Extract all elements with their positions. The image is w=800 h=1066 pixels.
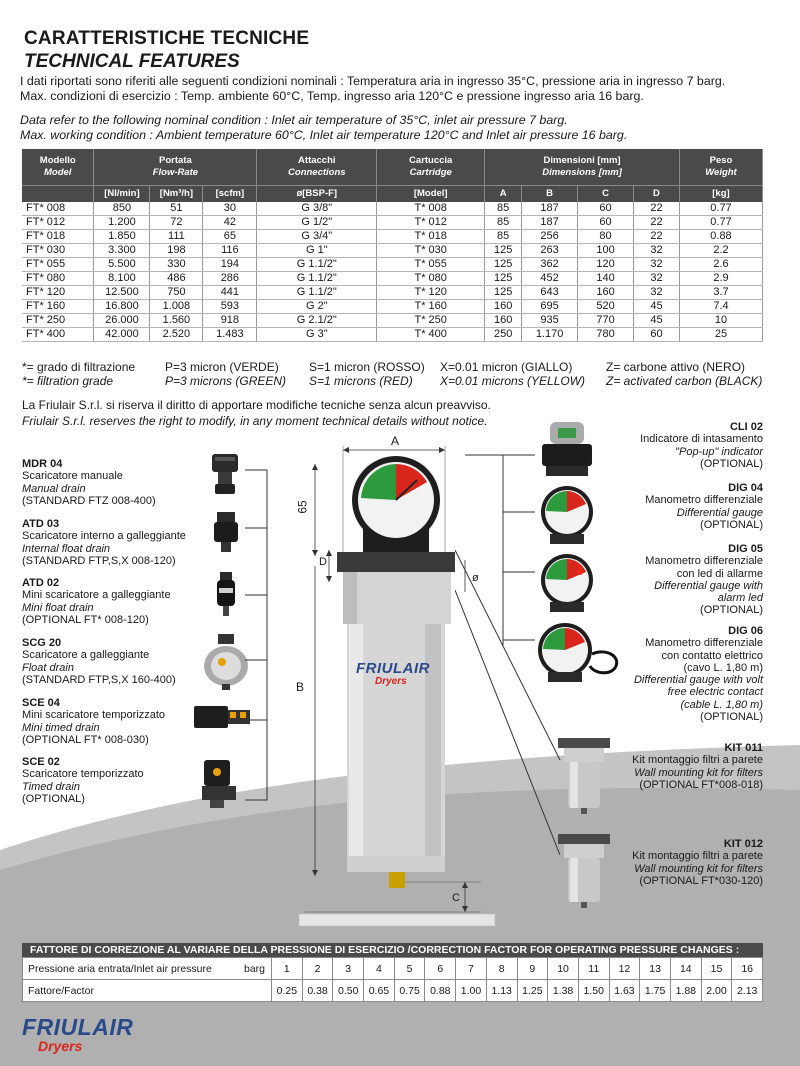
table-cell: 198 xyxy=(150,244,203,258)
timed-drain-icon xyxy=(196,758,244,810)
subheader-kg: [kg] xyxy=(679,185,762,202)
legend-grade-it: *= grado di filtrazione xyxy=(22,360,136,374)
legend-p-en: P=3 microns (GREEN) xyxy=(165,374,287,388)
accessory-dig04: DIG 04 Manometro differenziale Differential gauge (OPTIONAL) xyxy=(645,482,763,531)
legend-p-it: P=3 micron (VERDE) xyxy=(165,360,279,374)
table-cell: T* 080 xyxy=(377,272,485,286)
table-row xyxy=(22,230,763,244)
table-cell: 42 xyxy=(203,216,257,230)
accessory-cli02: CLI 02 Indicatore di intasamento "Pop-up" indicator (OPTIONAL) xyxy=(640,421,763,470)
pressure-cell: 7 xyxy=(456,958,487,980)
internal-float-drain-icon xyxy=(209,510,243,554)
pressure-label-cell xyxy=(23,958,272,980)
table-cell: 1.200 xyxy=(94,216,150,230)
table-cell: 26.000 xyxy=(94,314,150,328)
table-cell: 22 xyxy=(634,202,680,216)
factor-cell: 2.13 xyxy=(732,980,763,1002)
table-cell: 3.7 xyxy=(679,286,762,300)
table-cell: 160 xyxy=(485,314,522,328)
intro-it-line1: I dati riportati sono riferiti alle seguenti condizioni nominali : Temperatura aria in ingresso 35°C, pressione aria in ingresso 7 barg. xyxy=(20,74,726,88)
table-cell: G 1/2" xyxy=(257,216,377,230)
table-cell: 45 xyxy=(634,300,680,314)
pressure-unit: barg xyxy=(243,962,265,975)
table-cell: 120 xyxy=(578,258,634,272)
table-cell: FT* 018 xyxy=(22,230,94,244)
factor-cell: 0.38 xyxy=(302,980,333,1002)
subheader-a: A xyxy=(485,185,522,202)
table-cell: 330 xyxy=(150,258,203,272)
table-cell: FT* 055 xyxy=(22,258,94,272)
heading-it: CARATTERISTICHE TECNICHE xyxy=(24,28,310,49)
accessory-mdr04: MDR 04 Scaricatore manuale Manual drain (STANDARD FTZ 008-400) xyxy=(22,458,156,507)
factor-cell: 0.25 xyxy=(272,980,303,1002)
accessory-atd02: ATD 02 Mini scaricatore a galleggiante Mini float drain (OPTIONAL FT* 008-120) xyxy=(22,577,171,626)
subheader-bsp: ø[BSP-F] xyxy=(257,185,377,202)
footer-logo-name: FRIULAIR xyxy=(22,1014,134,1040)
factor-cell: 1.50 xyxy=(578,980,609,1002)
table-cell: 160 xyxy=(578,286,634,300)
factor-label: Fattore/Factor xyxy=(23,980,272,1002)
factor-cell: 1.00 xyxy=(456,980,487,1002)
table-cell: T* 055 xyxy=(377,258,485,272)
table-cell: G 1.1/2" xyxy=(257,258,377,272)
header-weight: Peso Weight xyxy=(679,149,762,185)
table-row xyxy=(22,314,763,328)
intro-en-line1: Data refer to the following nominal condition : Inlet air temperature of 35°C, inlet air pressure 7 barg. xyxy=(20,113,568,127)
table-row xyxy=(22,258,763,272)
table-cell: 116 xyxy=(203,244,257,258)
table-cell: T* 018 xyxy=(377,230,485,244)
dim-65-label: 65 xyxy=(295,500,310,514)
popup-indicator-icon xyxy=(536,418,598,480)
table-cell: 256 xyxy=(522,230,578,244)
table-cell: 593 xyxy=(203,300,257,314)
electric-contact-gauge-icon xyxy=(534,620,626,684)
table-cell: FT* 008 xyxy=(22,202,94,216)
table-cell: 1.850 xyxy=(94,230,150,244)
subheader-c: C xyxy=(578,185,634,202)
table-row xyxy=(22,272,763,286)
pressure-cell: 6 xyxy=(425,958,456,980)
subheader-nm3h: [Nm³/h] xyxy=(150,185,203,202)
pressure-cell: 5 xyxy=(394,958,425,980)
legend-grade-en: *= filtration grade xyxy=(22,374,114,388)
table-cell: G 3/4" xyxy=(257,230,377,244)
dim-c-label: C xyxy=(452,892,460,904)
intro-it-line2: Max. condizioni di esercizio : Temp. ambiente 60°C, Temp. ingresso aria 120°C e pressione ingresso aria 16 barg. xyxy=(20,89,644,103)
table-cell: G 2.1/2" xyxy=(257,314,377,328)
table-cell: 85 xyxy=(485,216,522,230)
table-cell: 918 xyxy=(203,314,257,328)
table-cell: 441 xyxy=(203,286,257,300)
table-cell: 2.520 xyxy=(150,328,203,342)
table-cell: 12.500 xyxy=(94,286,150,300)
header-dimensions: Dimensioni [mm] Dimensions [mm] xyxy=(485,149,680,185)
subheader-model: [Model] xyxy=(377,185,485,202)
table-cell: 32 xyxy=(634,258,680,272)
pressure-cell: 8 xyxy=(486,958,517,980)
accessory-scg20: SCG 20 Scaricatore a galleggiante Float drain (STANDARD FTP,S,X 160-400) xyxy=(22,637,176,686)
legend-s-en: S=1 microns (RED) xyxy=(309,374,413,388)
accessory-kit011: KIT 011 Kit montaggio filtri a parete Wall mounting kit for filters (OPTIONAL FT*008-018) xyxy=(632,742,763,791)
table-cell: FT* 030 xyxy=(22,244,94,258)
accessory-sce02: SCE 02 Scaricatore temporizzato Timed drain (OPTIONAL) xyxy=(22,756,144,805)
table-cell: 935 xyxy=(522,314,578,328)
subheader-blank xyxy=(22,185,94,202)
table-cell: 2.6 xyxy=(679,258,762,272)
dim-b-label: B xyxy=(296,680,305,694)
table-cell: 2.9 xyxy=(679,272,762,286)
table-cell: 263 xyxy=(522,244,578,258)
differential-gauge-icon xyxy=(538,484,596,546)
table-cell: 160 xyxy=(485,300,522,314)
factor-cell: 1.63 xyxy=(609,980,640,1002)
table-cell: 32 xyxy=(634,244,680,258)
dim-phi-label: ø xyxy=(472,572,479,584)
table-cell: 125 xyxy=(485,286,522,300)
table-cell: 85 xyxy=(485,202,522,216)
table-cell: 8.100 xyxy=(94,272,150,286)
table-cell: 695 xyxy=(522,300,578,314)
factor-cell: 1.88 xyxy=(670,980,701,1002)
subheader-scfm: [scfm] xyxy=(203,185,257,202)
table-cell: 0.88 xyxy=(679,230,762,244)
subheader-b: B xyxy=(522,185,578,202)
wall-mount-kit-011-icon xyxy=(554,734,614,816)
table-cell: 72 xyxy=(150,216,203,230)
wall-mount-kit-012-icon xyxy=(554,830,614,910)
table-cell: 60 xyxy=(578,202,634,216)
technical-table xyxy=(22,149,763,342)
table-cell: 3.300 xyxy=(94,244,150,258)
table-cell: 25 xyxy=(679,328,762,342)
factor-cell: 1.25 xyxy=(517,980,548,1002)
intro-en xyxy=(20,113,790,143)
table-cell: FT* 400 xyxy=(22,328,94,342)
table-cell: 250 xyxy=(485,328,522,342)
factor-cell: 2.00 xyxy=(701,980,732,1002)
pressure-cell: 2 xyxy=(302,958,333,980)
table-cell: 0.77 xyxy=(679,202,762,216)
legend-z-it: Z= carbone attivo (NERO) xyxy=(606,360,746,374)
dim-a-label: A xyxy=(391,434,400,448)
footer-logo xyxy=(22,1015,133,1053)
pressure-cell: 13 xyxy=(640,958,671,980)
table-cell: T* 008 xyxy=(377,202,485,216)
legend-grade xyxy=(22,360,135,388)
table-cell: 85 xyxy=(485,230,522,244)
notice-en: Friulair S.r.l. reserves the right to modify, in any moment technical details without notice. xyxy=(22,414,488,428)
legend-x xyxy=(440,360,585,388)
table-cell: 80 xyxy=(578,230,634,244)
intro-en-line2: Max. working condition : Ambient temperature 60°C, Inlet air temperature 120°C and Inlet air pressure 16 barg. xyxy=(20,128,628,142)
filter-brand-logo: FRIULAIR xyxy=(356,660,430,677)
accessory-sce04: SCE 04 Mini scaricatore temporizzato Mini timed drain (OPTIONAL FT* 008-030) xyxy=(22,697,166,746)
table-cell: T* 160 xyxy=(377,300,485,314)
table-cell: 486 xyxy=(150,272,203,286)
legend-x-en: X=0.01 microns (YELLOW) xyxy=(440,374,586,388)
pressure-cell: 12 xyxy=(609,958,640,980)
pressure-cell: 1 xyxy=(272,958,303,980)
correction-table xyxy=(22,957,763,1002)
pressure-cell: 15 xyxy=(701,958,732,980)
pressure-cell: 11 xyxy=(578,958,609,980)
pressure-cell: 14 xyxy=(670,958,701,980)
header-model: Modello Model xyxy=(22,149,94,185)
table-cell: T* 400 xyxy=(377,328,485,342)
manual-drain-icon xyxy=(203,452,249,496)
table-cell: T* 030 xyxy=(377,244,485,258)
footer-logo-sub: Dryers xyxy=(38,1038,83,1054)
table-cell: 125 xyxy=(485,244,522,258)
correction-title: FATTORE DI CORREZIONE AL VARIARE DELLA PRESSIONE DI ESERCIZIO /CORRECTION FACTOR FOR OPERATING PRESSURE CHANGES : xyxy=(22,943,763,957)
table-cell: 5.500 xyxy=(94,258,150,272)
table-cell: 22 xyxy=(634,230,680,244)
table-cell: 1.008 xyxy=(150,300,203,314)
table-cell: 60 xyxy=(634,328,680,342)
factor-cell: 0.65 xyxy=(364,980,395,1002)
table-cell: 520 xyxy=(578,300,634,314)
table-cell: 42.000 xyxy=(94,328,150,342)
legend-z xyxy=(606,360,762,388)
table-cell: FT* 120 xyxy=(22,286,94,300)
table-cell: G 1.1/2" xyxy=(257,286,377,300)
notice-it: La Friulair S.r.l. si riserva il diritto di apportare modifiche tecniche senza alcun preavviso. xyxy=(22,398,491,412)
table-row xyxy=(22,202,763,216)
table-cell: 10 xyxy=(679,314,762,328)
accessory-dig06: DIG 06 Manometro differenziale con contatto elettrico (cavo L. 1,80 m) Differential gauge with volt free electric contact (cable L. 1,80 m) (OPTIONAL) xyxy=(633,625,763,724)
table-cell: 65 xyxy=(203,230,257,244)
table-row xyxy=(22,216,763,230)
table-cell: 7.4 xyxy=(679,300,762,314)
legend-x-it: X=0.01 micron (GIALLO) xyxy=(440,360,573,374)
factor-cell: 0.50 xyxy=(333,980,364,1002)
table-cell: 1.483 xyxy=(203,328,257,342)
table-cell: 2.2 xyxy=(679,244,762,258)
table-cell: 750 xyxy=(150,286,203,300)
table-cell: 362 xyxy=(522,258,578,272)
factor-cell: 0.75 xyxy=(394,980,425,1002)
table-cell: 1.170 xyxy=(522,328,578,342)
legend-s-it: S=1 micron (ROSSO) xyxy=(309,360,425,374)
table-cell: 140 xyxy=(578,272,634,286)
pressure-cell: 9 xyxy=(517,958,548,980)
table-cell: 1.560 xyxy=(150,314,203,328)
table-cell: 125 xyxy=(485,258,522,272)
legend-z-en: Z= activated carbon (BLACK) xyxy=(606,374,763,388)
table-cell: 22 xyxy=(634,216,680,230)
table-row xyxy=(22,300,763,314)
table-cell: 125 xyxy=(485,272,522,286)
accessory-kit012: KIT 012 Kit montaggio filtri a parete Wall mounting kit for filters (OPTIONAL FT*030-120) xyxy=(632,838,763,887)
mini-float-drain-icon xyxy=(212,570,240,618)
table-cell: T* 012 xyxy=(377,216,485,230)
table-cell: 286 xyxy=(203,272,257,286)
table-row xyxy=(22,328,763,342)
table-cell: 0.77 xyxy=(679,216,762,230)
table-row xyxy=(22,244,763,258)
pressure-cell: 10 xyxy=(548,958,579,980)
table-cell: G 2" xyxy=(257,300,377,314)
table-cell: FT* 250 xyxy=(22,314,94,328)
table-cell: 60 xyxy=(578,216,634,230)
table-cell: 770 xyxy=(578,314,634,328)
table-cell: 30 xyxy=(203,202,257,216)
pressure-label: Pressione aria entrata/Inlet air pressure xyxy=(28,962,212,975)
header-connections: Attacchi Connections xyxy=(257,149,377,185)
factor-cell: 0.88 xyxy=(425,980,456,1002)
header-flow: Portata Flow-Rate xyxy=(94,149,257,185)
table-cell: 194 xyxy=(203,258,257,272)
table-cell: T* 250 xyxy=(377,314,485,328)
table-cell: 111 xyxy=(150,230,203,244)
dim-d-label: D xyxy=(319,556,327,568)
accessory-atd03: ATD 03 Scaricatore interno a galleggiante Internal float drain (STANDARD FTP,S,X 008-120) xyxy=(22,518,186,567)
pressure-cell: 3 xyxy=(333,958,364,980)
pressure-cell: 4 xyxy=(364,958,395,980)
table-cell: 850 xyxy=(94,202,150,216)
subheader-d: D xyxy=(634,185,680,202)
table-cell: 100 xyxy=(578,244,634,258)
table-cell: 452 xyxy=(522,272,578,286)
factor-cell: 1.13 xyxy=(486,980,517,1002)
table-cell: FT* 012 xyxy=(22,216,94,230)
table-cell: 45 xyxy=(634,314,680,328)
alarm-led-gauge-icon xyxy=(538,552,596,614)
table-cell: 780 xyxy=(578,328,634,342)
table-cell: 16.800 xyxy=(94,300,150,314)
table-cell: 187 xyxy=(522,202,578,216)
table-cell: G 1.1/2" xyxy=(257,272,377,286)
header-cartridge: Cartuccia Cartridge xyxy=(377,149,485,185)
table-cell: 32 xyxy=(634,272,680,286)
table-cell: 32 xyxy=(634,286,680,300)
subheader-nlmin: [Nl/min] xyxy=(94,185,150,202)
pressure-cell: 16 xyxy=(732,958,763,980)
table-cell: G 3/8" xyxy=(257,202,377,216)
table-row xyxy=(22,286,763,300)
table-cell: 51 xyxy=(150,202,203,216)
factor-cell: 1.38 xyxy=(548,980,579,1002)
table-cell: T* 120 xyxy=(377,286,485,300)
heading-en: TECHNICAL FEATURES xyxy=(24,51,240,72)
accessory-dig05: DIG 05 Manometro differenziale con led di allarme Differential gauge with alarm led (OPTIONAL) xyxy=(645,543,763,617)
table-cell: G 3" xyxy=(257,328,377,342)
factor-cell: 1.75 xyxy=(640,980,671,1002)
table-cell: G 1" xyxy=(257,244,377,258)
table-cell: 187 xyxy=(522,216,578,230)
table-cell: 643 xyxy=(522,286,578,300)
legend-s xyxy=(309,360,425,388)
legend-p xyxy=(165,360,286,388)
filter-brand-sub: Dryers xyxy=(375,676,407,687)
table-cell: FT* 080 xyxy=(22,272,94,286)
intro-it xyxy=(20,74,790,104)
table-cell: FT* 160 xyxy=(22,300,94,314)
